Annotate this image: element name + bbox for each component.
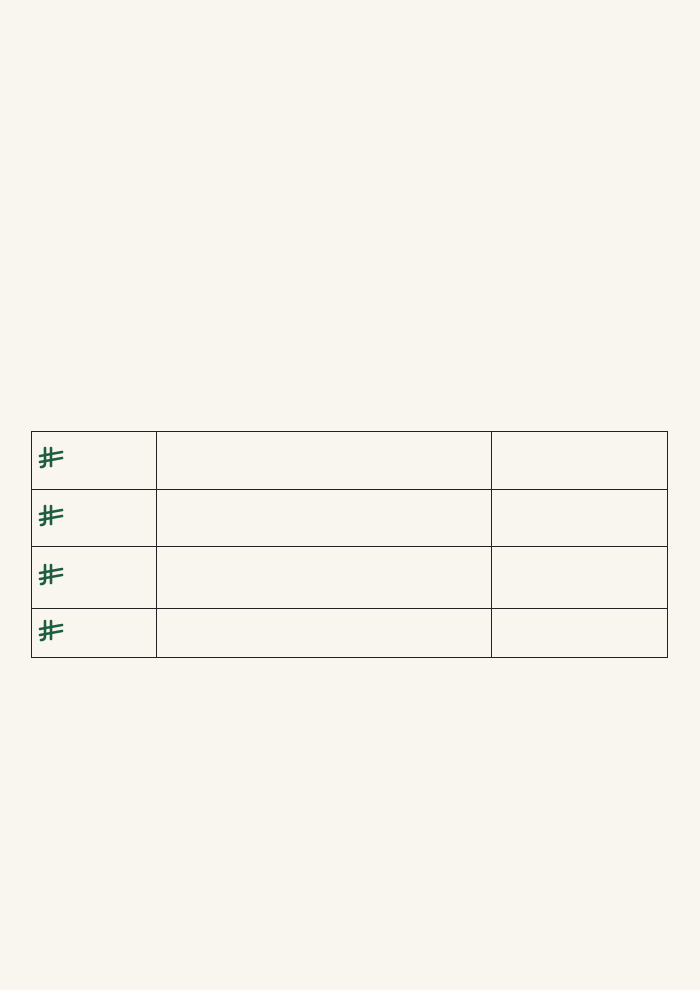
table-row <box>32 547 668 609</box>
package-description <box>157 547 492 609</box>
package-name <box>492 490 668 547</box>
package-name <box>492 432 668 490</box>
table-row <box>32 490 668 547</box>
table-row <box>32 432 668 490</box>
package-price <box>32 432 157 490</box>
package-description <box>157 609 492 658</box>
saudi-riyal-icon <box>38 504 64 533</box>
package-name <box>492 547 668 609</box>
package-description <box>157 432 492 490</box>
saudi-riyal-icon <box>38 563 64 592</box>
price-table <box>31 431 668 658</box>
package-price <box>32 490 157 547</box>
package-price <box>32 547 157 609</box>
table-row <box>32 609 668 658</box>
package-name <box>492 609 668 658</box>
saudi-riyal-icon <box>38 446 64 475</box>
saudi-riyal-icon <box>38 619 64 648</box>
package-price <box>32 609 157 658</box>
package-description <box>157 490 492 547</box>
